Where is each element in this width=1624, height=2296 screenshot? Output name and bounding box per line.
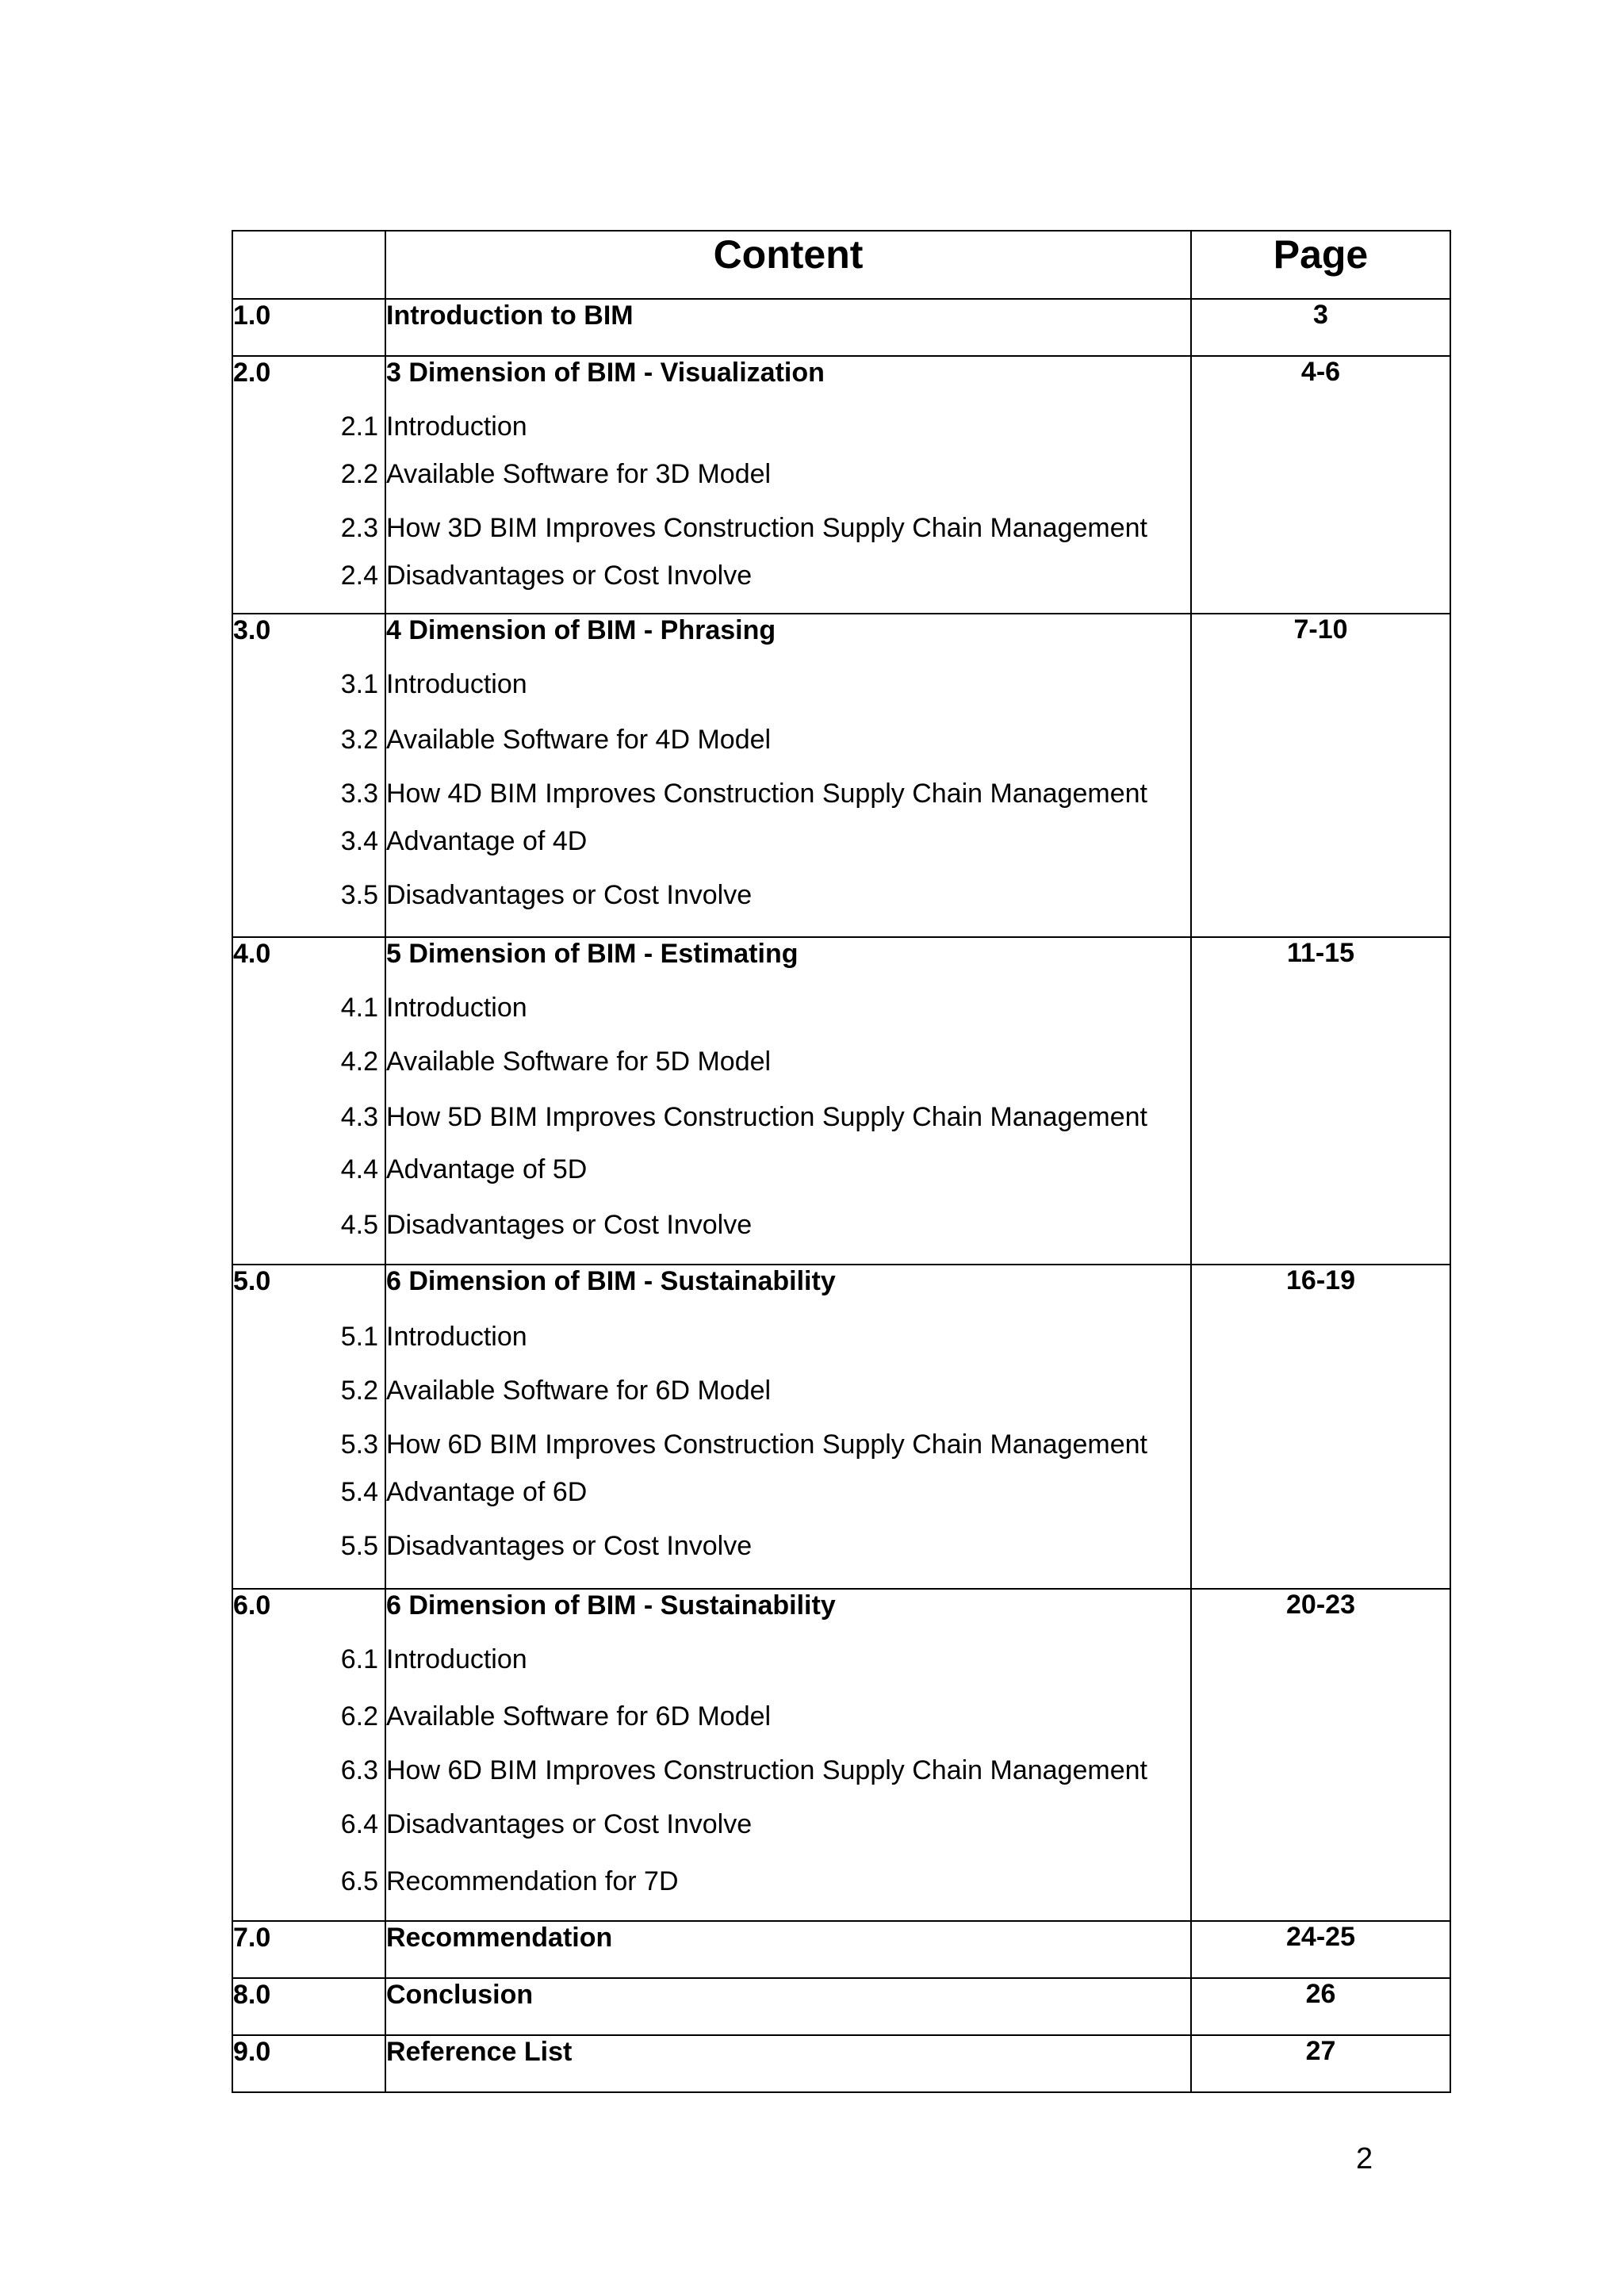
toc-subsection-number: 3.2 bbox=[340, 724, 378, 755]
page-number: 2 bbox=[1356, 2142, 1373, 2175]
toc-subsection-title: How 3D BIM Improves Construction Supply Chain Management bbox=[386, 513, 1147, 544]
toc-subsection-title: Disadvantages or Cost Involve bbox=[386, 561, 753, 591]
toc-section-title: 6 Dimension of BIM - Sustainability bbox=[386, 1590, 836, 1621]
toc-subsection-number: 5.3 bbox=[340, 1429, 378, 1460]
toc-subsection-title: How 6D BIM Improves Construction Supply Chain Management bbox=[386, 1429, 1147, 1460]
toc-subsection-title: Available Software for 5D Model bbox=[386, 1047, 772, 1077]
toc-section-number: 1.0 bbox=[233, 300, 271, 331]
toc-subsection-title: Available Software for 4D Model bbox=[386, 724, 772, 755]
toc-section-title: 3 Dimension of BIM - Visualization bbox=[386, 358, 825, 388]
toc-section-number-cell bbox=[232, 1978, 385, 2035]
toc-header-number bbox=[232, 231, 385, 299]
toc-section-page: 7-10 bbox=[1191, 614, 1450, 938]
toc-section-row bbox=[232, 1921, 1450, 1978]
toc-subsection-title: How 5D BIM Improves Construction Supply Chain Management bbox=[386, 1102, 1147, 1133]
toc-subsection-number: 2.2 bbox=[340, 459, 378, 490]
toc-section-number: 5.0 bbox=[233, 1266, 271, 1297]
toc-section-row bbox=[232, 1265, 1450, 1589]
toc-section-title: Introduction to BIM bbox=[386, 300, 634, 331]
toc-section-title: Recommendation bbox=[386, 1922, 613, 1953]
toc-section-number: 6.0 bbox=[233, 1590, 271, 1621]
toc-subsection-title: Introduction bbox=[386, 411, 527, 442]
toc-section-number-cell bbox=[232, 1921, 385, 1978]
toc-section-number: 4.0 bbox=[233, 939, 271, 970]
toc-section-number-cell bbox=[232, 614, 385, 938]
toc-subsection-number: 5.1 bbox=[340, 1322, 378, 1353]
toc-subsection-number: 3.5 bbox=[340, 879, 378, 910]
toc-section-title-cell bbox=[385, 356, 1191, 614]
toc-subsection-title: Introduction bbox=[386, 668, 527, 699]
toc-section-title-cell bbox=[385, 1265, 1191, 1589]
toc-subsection-title: Disadvantages or Cost Involve bbox=[386, 1210, 753, 1241]
toc-subsection-number: 6.1 bbox=[340, 1644, 378, 1674]
toc-section-title-cell bbox=[385, 614, 1191, 938]
toc-section-title-cell bbox=[385, 299, 1191, 356]
toc-section-page: 26 bbox=[1191, 1978, 1450, 2035]
toc-section-page: 3 bbox=[1191, 299, 1450, 356]
toc-subsection-number: 5.5 bbox=[340, 1531, 378, 1562]
toc-section-page: 24-25 bbox=[1191, 1921, 1450, 1978]
toc-subsection-title: Disadvantages or Cost Involve bbox=[386, 1808, 753, 1839]
toc-section-title: Conclusion bbox=[386, 1979, 534, 2010]
toc-subsection-title: Advantage of 4D bbox=[386, 825, 588, 856]
toc-subsection-title: Introduction bbox=[386, 1322, 527, 1353]
toc-subsection-number: 3.3 bbox=[340, 778, 378, 809]
toc-subsection-number: 4.5 bbox=[340, 1210, 378, 1241]
toc-section-title: 5 Dimension of BIM - Estimating bbox=[386, 939, 799, 970]
toc-section-number-cell bbox=[232, 299, 385, 356]
toc-section-title-cell bbox=[385, 2035, 1191, 2092]
toc-subsection-number: 4.1 bbox=[340, 993, 378, 1024]
toc-subsection-number: 3.1 bbox=[340, 668, 378, 699]
toc-section-number-cell bbox=[232, 356, 385, 614]
toc-section-title-cell bbox=[385, 1589, 1191, 1921]
toc-header-content: Content bbox=[385, 231, 1191, 299]
toc-subsection-title: Introduction bbox=[386, 1644, 527, 1674]
toc-section-number-cell bbox=[232, 2035, 385, 2092]
toc-subsection-number: 5.4 bbox=[340, 1477, 378, 1508]
toc-subsection-number: 6.3 bbox=[340, 1755, 378, 1785]
toc-section-title: 6 Dimension of BIM - Sustainability bbox=[386, 1266, 836, 1297]
table-of-contents bbox=[232, 230, 1451, 2093]
toc-subsection-title: How 4D BIM Improves Construction Supply Chain Management bbox=[386, 778, 1147, 809]
toc-section-page: 27 bbox=[1191, 2035, 1450, 2092]
toc-section-number-cell bbox=[232, 1589, 385, 1921]
toc-section-number: 8.0 bbox=[233, 1979, 271, 2010]
toc-subsection-title: Available Software for 3D Model bbox=[386, 459, 772, 490]
toc-subsection-number: 2.1 bbox=[340, 411, 378, 442]
toc-subsection-number: 2.3 bbox=[340, 513, 378, 544]
toc-section-row bbox=[232, 1589, 1450, 1921]
toc-section-row bbox=[232, 2035, 1450, 2092]
toc-subsection-title: Available Software for 6D Model bbox=[386, 1376, 772, 1406]
toc-subsection-number: 6.2 bbox=[340, 1701, 378, 1732]
toc-header-row bbox=[232, 231, 1450, 299]
toc-section-number: 7.0 bbox=[233, 1922, 271, 1953]
toc-subsection-title: Disadvantages or Cost Involve bbox=[386, 1531, 753, 1562]
toc-subsection-title: Advantage of 6D bbox=[386, 1477, 588, 1508]
toc-subsection-number: 4.3 bbox=[340, 1102, 378, 1133]
toc-section-title: 4 Dimension of BIM - Phrasing bbox=[386, 614, 776, 645]
toc-subsection-title: Available Software for 6D Model bbox=[386, 1701, 772, 1732]
toc-section-title-cell bbox=[385, 937, 1191, 1265]
toc-subsection-number: 6.4 bbox=[340, 1808, 378, 1839]
toc-subsection-number: 5.2 bbox=[340, 1376, 378, 1406]
toc-header-page: Page bbox=[1191, 231, 1450, 299]
toc-section-page: 20-23 bbox=[1191, 1589, 1450, 1921]
toc-subsection-title: Introduction bbox=[386, 993, 527, 1024]
toc-section-page: 4-6 bbox=[1191, 356, 1450, 614]
toc-subsection-number: 2.4 bbox=[340, 561, 378, 591]
toc-section-number: 2.0 bbox=[233, 358, 271, 388]
toc-section-title-cell bbox=[385, 1978, 1191, 2035]
toc-subsection-title: Recommendation for 7D bbox=[386, 1866, 679, 1896]
toc-subsection-number: 3.4 bbox=[340, 825, 378, 856]
toc-section-row bbox=[232, 299, 1450, 356]
toc-section-number-cell bbox=[232, 937, 385, 1265]
toc-subsection-number: 4.2 bbox=[340, 1047, 378, 1077]
toc-section-number: 3.0 bbox=[233, 614, 271, 645]
toc-subsection-number: 4.4 bbox=[340, 1154, 378, 1185]
toc-section-title: Reference List bbox=[386, 2036, 573, 2067]
toc-subsection-title: How 6D BIM Improves Construction Supply Chain Management bbox=[386, 1755, 1147, 1785]
toc-section-page: 16-19 bbox=[1191, 1265, 1450, 1589]
toc-section-row bbox=[232, 356, 1450, 614]
toc-section-number-cell bbox=[232, 1265, 385, 1589]
toc-subsection-title: Disadvantages or Cost Involve bbox=[386, 879, 753, 910]
toc-section-row bbox=[232, 614, 1450, 938]
toc-section-number: 9.0 bbox=[233, 2036, 271, 2067]
toc-section-page: 11-15 bbox=[1191, 937, 1450, 1265]
toc-subsection-number: 6.5 bbox=[340, 1866, 378, 1896]
toc-section-row bbox=[232, 937, 1450, 1265]
toc-subsection-title: Advantage of 5D bbox=[386, 1154, 588, 1185]
toc-section-title-cell bbox=[385, 1921, 1191, 1978]
toc-section-row bbox=[232, 1978, 1450, 2035]
